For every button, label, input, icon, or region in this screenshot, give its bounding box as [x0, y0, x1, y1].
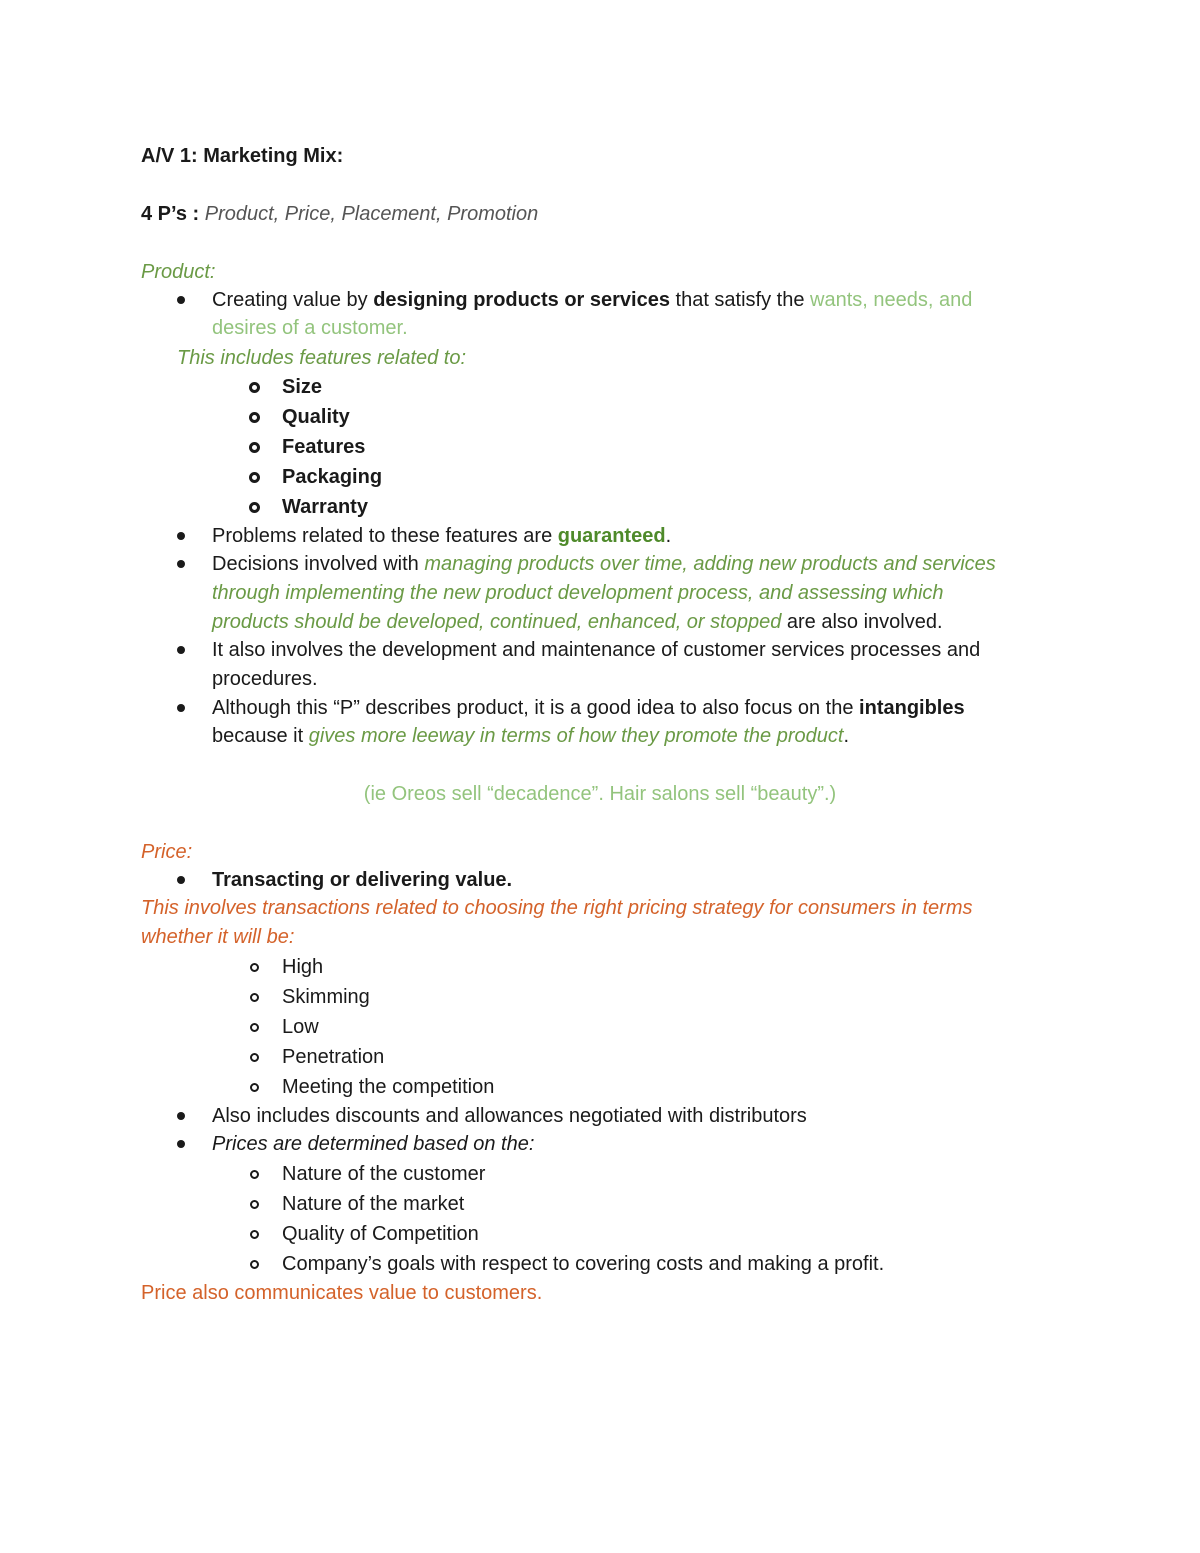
product-example: (ie Oreos sell “decadence”. Hair salons sell “beauty”.): [363, 783, 837, 805]
four-ps-line: [141, 200, 538, 228]
circle-bullet-icon: [249, 382, 260, 393]
bullet-icon: [177, 560, 185, 568]
price-bullet-3: Prices are determined based on the:: [212, 1133, 535, 1155]
strategy-item: Low: [282, 1016, 319, 1038]
circle-bullet-icon: [250, 1230, 259, 1239]
circle-bullet-icon: [250, 1260, 259, 1269]
product-bullet-5-cont: [212, 722, 849, 750]
circle-bullet-icon: [249, 502, 260, 513]
text-run: that satisfy the: [669, 289, 811, 311]
four-ps-label: 4 P’s :: [141, 203, 200, 225]
bullet-icon: [177, 1140, 185, 1148]
circle-bullet-icon: [250, 1083, 259, 1092]
text-run-bold: designing products or services: [373, 289, 670, 311]
circle-bullet-icon: [249, 472, 260, 483]
factor-item: Nature of the customer: [282, 1163, 486, 1185]
product-bullet-1-cont: desires of a customer.: [212, 317, 408, 339]
bullet-icon: [177, 704, 185, 712]
strategy-item: Skimming: [282, 986, 370, 1008]
text-run-bold: intangibles: [859, 697, 965, 719]
bullet-icon: [177, 646, 185, 654]
price-closing: Price also communicates value to customers.: [141, 1282, 543, 1304]
product-bullet-1: [212, 286, 972, 314]
product-bullet-5: [212, 694, 965, 722]
feature-item: Quality: [282, 406, 350, 428]
text-run-green-italic: gives more leeway in terms of how they promote the product: [308, 725, 844, 747]
document-title: A/V 1: Marketing Mix:: [141, 145, 344, 167]
price-intro: This involves transactions related to choosing the right pricing strategy for consumers in terms: [141, 897, 973, 919]
factor-item: Quality of Competition: [282, 1223, 479, 1245]
strategy-item: Meeting the competition: [282, 1076, 495, 1098]
circle-bullet-icon: [250, 1170, 259, 1179]
text-run-green-italic: products should be developed, continued, enhanced, or stopped: [212, 611, 782, 633]
strategy-item: High: [282, 956, 324, 978]
text-run: Creating value by: [212, 289, 374, 311]
product-heading: Product:: [141, 261, 216, 283]
product-bullet-2: [212, 522, 671, 550]
feature-item: Packaging: [282, 466, 383, 488]
price-bullet-2: Also includes discounts and allowances negotiated with distributors: [212, 1105, 807, 1127]
feature-item: Size: [282, 376, 323, 398]
features-intro: This includes features related to:: [177, 347, 467, 369]
feature-item: Warranty: [282, 496, 368, 518]
factor-item: Nature of the market: [282, 1193, 465, 1215]
strategy-item: Penetration: [282, 1046, 385, 1068]
product-bullet-3: [212, 550, 996, 578]
circle-bullet-icon: [250, 1053, 259, 1062]
factor-item: Company’s goals with respect to covering costs and making a profit.: [282, 1253, 885, 1275]
product-bullet-3-cont-2: [212, 608, 943, 636]
text-run-green: wants, needs, and: [810, 289, 973, 311]
bullet-icon: [177, 296, 185, 304]
text-run: Problems related to these features are: [212, 525, 558, 547]
text-run: .: [843, 725, 849, 747]
text-run: Although this “P” describes product, it is a good idea to also focus on the: [212, 697, 860, 719]
text-run-green-italic: managing products over time, adding new products and services: [424, 553, 996, 575]
text-run-green-bold: guaranteed: [557, 525, 666, 547]
price-heading: Price:: [141, 841, 193, 863]
circle-bullet-icon: [249, 412, 260, 423]
circle-bullet-icon: [249, 442, 260, 453]
feature-item: Features: [282, 436, 366, 458]
circle-bullet-icon: [250, 963, 259, 972]
circle-bullet-icon: [250, 1023, 259, 1032]
product-bullet-4-cont: procedures.: [212, 668, 318, 690]
price-bullet-1: Transacting or delivering value.: [212, 869, 513, 891]
bullet-icon: [177, 532, 185, 540]
text-run: .: [665, 525, 672, 547]
text-run: are also involved.: [781, 611, 943, 633]
circle-bullet-icon: [250, 993, 259, 1002]
price-intro-cont: whether it will be:: [141, 926, 295, 948]
bullet-icon: [177, 876, 185, 884]
product-bullet-4: It also involves the development and maintenance of customer services processes and: [212, 639, 981, 661]
text-run: Decisions involved with: [212, 553, 425, 575]
text-run: because it: [212, 725, 309, 747]
four-ps-value: Product, Price, Placement, Promotion: [204, 203, 539, 225]
bullet-icon: [177, 1112, 185, 1120]
circle-bullet-icon: [250, 1200, 259, 1209]
product-bullet-3-cont-1: through implementing the new product development process, and assessing which: [212, 582, 944, 604]
